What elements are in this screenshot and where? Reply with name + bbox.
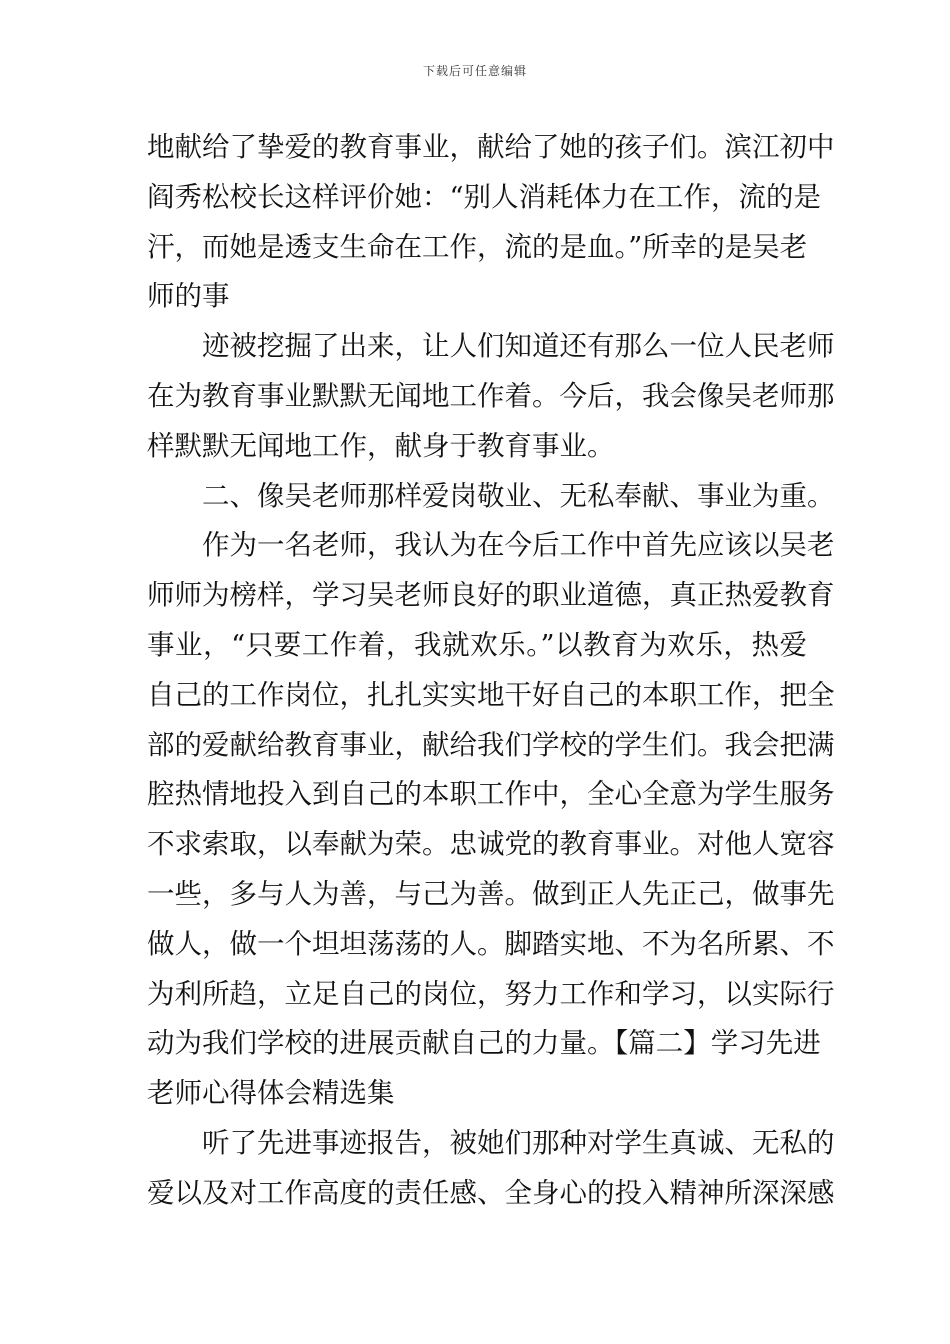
text-line: 一些，多与人为善，与己为善。做到正人先正己，做事先 [147,877,835,910]
text-line: 样默默无闻地工作，献身于教育事业。 [147,429,615,462]
text-line: 老师心得体会精选集 [147,1077,395,1110]
text-line: 动为我们学校的进展贡献自己的力量。【篇二】学习先进 [147,1027,821,1060]
page-header: 下载后可任意编辑 [422,64,527,78]
text-line: 迹被挖掘了出来，让人们知道还有那么一位人民老师 [147,330,835,363]
text-line: 二、像吴老师那样爱岗敬业、无私奉献、事业为重。 [147,479,835,512]
text-line: 事业，“只要工作着，我就欢乐。”以教育为欢乐，热爱 [147,628,807,661]
document-body [147,123,835,1219]
text-line: 师的事 [147,280,230,313]
text-line: 在为教育事业默默无闻地工作着。今后，我会像吴老师那 [147,379,835,412]
text-line: 师师为榜样，学习吴老师良好的职业道德，真正热爱教育 [147,579,835,612]
text-line: 阎秀松校长这样评价她：“别人消耗体力在工作，流的是 [147,180,822,213]
text-line: 做人，做一个坦坦荡荡的人。脚踏实地、不为名所累、不 [147,927,835,960]
text-line: 腔热情地投入到自己的本职工作中，全心全意为学生服务 [147,778,835,811]
text-line: 作为一名老师，我认为在今后工作中首先应该以吴老 [147,529,835,562]
text-line: 地献给了挚爱的教育事业，献给了她的孩子们。滨江初中 [147,131,835,163]
text-line: 爱以及对工作高度的责任感、全身心的投入精神所深深感 [147,1176,835,1209]
text-line: 部的爱献给教育事业，献给我们学校的学生们。我会把满 [147,728,835,761]
text-line: 听了先进事迹报告，被她们那种对学生真诚、无私的 [147,1126,835,1159]
text-line: 不求索取，以奉献为荣。忠诚党的教育事业。对他人宽容 [147,828,835,861]
text-line: 汗，而她是透支生命在工作，流的是血。”所幸的是吴老 [147,230,808,263]
text-line: 为利所趋，立足自己的岗位，努力工作和学习，以实际行 [147,977,835,1010]
text-line: 自己的工作岗位，扎扎实实地干好自己的本职工作，把全 [147,678,835,711]
